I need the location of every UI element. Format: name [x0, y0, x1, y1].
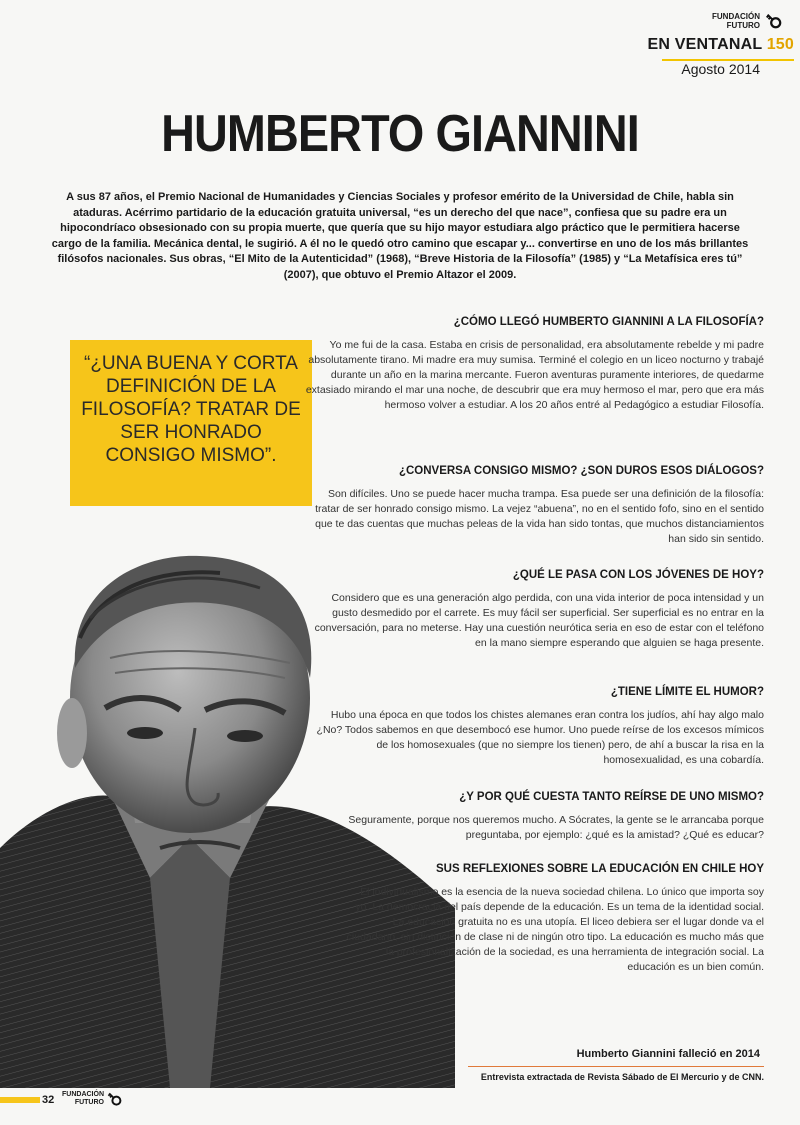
footer-brand-line2: FUTURO	[74, 1099, 104, 1106]
source-credit: Entrevista extractada de Revista Sábado de El Mercurio y de CNN.	[480, 1072, 764, 1082]
question-heading: ¿CÓMO LLEGÓ HUMBERTO GIANNINI A LA FILOSOFÍA?	[453, 316, 764, 328]
answer-text: Seguramente, porque nos queremos mucho. A Sócrates, la gente se le arrancaba porque preguntaba, por ejemplo: ¿qué es la amistad? ¿Qué es educar?	[348, 814, 764, 841]
footer-brand-line1: FUNDACIÓN	[62, 1091, 104, 1098]
key-logo-icon	[764, 12, 782, 30]
page-number: 32	[42, 1094, 55, 1106]
section-name: EN VENTANAL	[647, 36, 763, 53]
brand-line2: FUTURO	[726, 21, 760, 30]
issue-date: Agosto 2014	[681, 61, 760, 77]
issue-number: 150	[766, 36, 794, 53]
key-logo-icon	[106, 1091, 122, 1107]
pull-quote-box	[70, 340, 312, 506]
qa-block	[304, 316, 764, 413]
answer-text: Yo me fui de la casa. Estaba en crisis de personalidad, era absolutamente rebelde y mi padre absolutamente tirano. Mi madre era muy sumisa. Terminé el colegio en un liceo nocturno y trabajé durante un año en la marina mercante. Fueron aventuras puramente interiores, de quedarme extasiado mirando el mar una noche, de descubrir que era muy hermoso el mar, pero que era más hermoso volver a estudiar. A los 20 años entré al Pedagógico a estudiar Filosofía.	[305, 339, 764, 411]
brand-line1: FUNDACIÓN	[712, 12, 760, 21]
section-heading	[648, 36, 794, 54]
footer-accent-bar	[0, 1097, 40, 1103]
qa-block	[344, 863, 764, 975]
question-heading: ¿TIENE LÍMITE EL HUMOR?	[610, 686, 764, 698]
footer-brand-text	[62, 1091, 104, 1107]
question-heading: SUS REFLEXIONES SOBRE LA EDUCACIÓN EN CHILE HOY	[436, 863, 764, 875]
answer-text: Son difíciles. Uno se puede hacer mucha trampa. Esa puede ser una definición de la filosofía: tratar de ser honrado consigo mismo. La vejez “abuena”, no en el sentido fofo, sino en el sentido que te das cuentas que muchas peleas de la vida han sido tontas, que muchos distanciamientos han sido sin sentido.	[315, 488, 764, 545]
brand-text	[712, 12, 760, 30]
answer-text: Hubo una época en que todos los chistes alemanes eran contra los judíos, ahí hay algo malo ¿No? Todos sabemos en que desembocó ese humor. Uno puede reírse de los excesos mímicos de los homosexuales (que no siempre los tienen) pero, de ahí a buscar la risa en la homosexualidad, es una cobardía.	[316, 709, 764, 766]
note-rule	[468, 1066, 764, 1067]
qa-block	[304, 569, 764, 651]
death-note: Humberto Giannini falleció en 2014	[576, 1048, 760, 1060]
answer-text: El individualismo es la esencia de la nueva sociedad chilena. Lo único que importa soy yo. La democracia del país depende de la educación. Es un tema de la identidad social. La educación gratuita no es una utopía. El liceo debiera ser el lugar donde va el ciudadano, sin distinción de clase ni de ningún otro tipo. La educación es mucho más que la profesionalización de la sociedad, es una herramienta de integración social. La educación es un bien común.	[346, 886, 764, 973]
page-title: HUMBERTO GIANNINI	[161, 105, 639, 163]
question-heading: ¿Y POR QUÉ CUESTA TANTO REÍRSE DE UNO MISMO?	[459, 791, 764, 803]
brand-logo	[712, 12, 782, 30]
intro-paragraph: A sus 87 años, el Premio Nacional de Humanidades y Ciencias Sociales y profesor emérito de la Universidad de Chile, habla sin ataduras. Acérrimo partidario de la educación gratuita universal, “es un derecho del que nace”, confiesa que su padre era un hipocondríaco obsesionado con su propia muerte, que quería que su hijo mayor estudiara algo práctico que le permitiera hacerse cargo de la familia. Mecánica dental, le sugirió. A él no le quedó otro camino que escapar y... convertirse en uno de los más brillantes filósofos nacionales. Sus obras, “El Mito de la Autenticidad” (1968), “Breve Historia de la Filosofía” (1985) y “La Metafísica eres tú” (2007), que obtuvo el Premio Altazor el 2009.	[51, 191, 749, 281]
question-heading: ¿QUÉ LE PASA CON LOS JÓVENES DE HOY?	[512, 569, 764, 581]
footer-brand	[62, 1091, 122, 1107]
qa-block	[304, 791, 764, 843]
question-heading: ¿CONVERSA CONSIGO MISMO? ¿SON DUROS ESOS DIÁLOGOS?	[398, 465, 764, 477]
answer-text: Considero que es una generación algo perdida, con una vida interior de poca intensidad y un gusto desmedido por el carrete. Es muy fácil ser superficial. Ser superficial es no entrar en la conversación, para no meterse. Hay una cuestión neurótica seria en eso de estar con el teléfono en la mano siempre esperando que alguien se haga presente.	[314, 592, 764, 649]
qa-block	[304, 686, 764, 768]
pull-quote-text: “¿UNA BUENA Y CORTA DEFINICIÓN DE LA FILOSOFÍA? TRATAR DE SER HONRADO CONSIGO MISMO”.	[81, 353, 301, 466]
qa-block	[304, 465, 764, 547]
